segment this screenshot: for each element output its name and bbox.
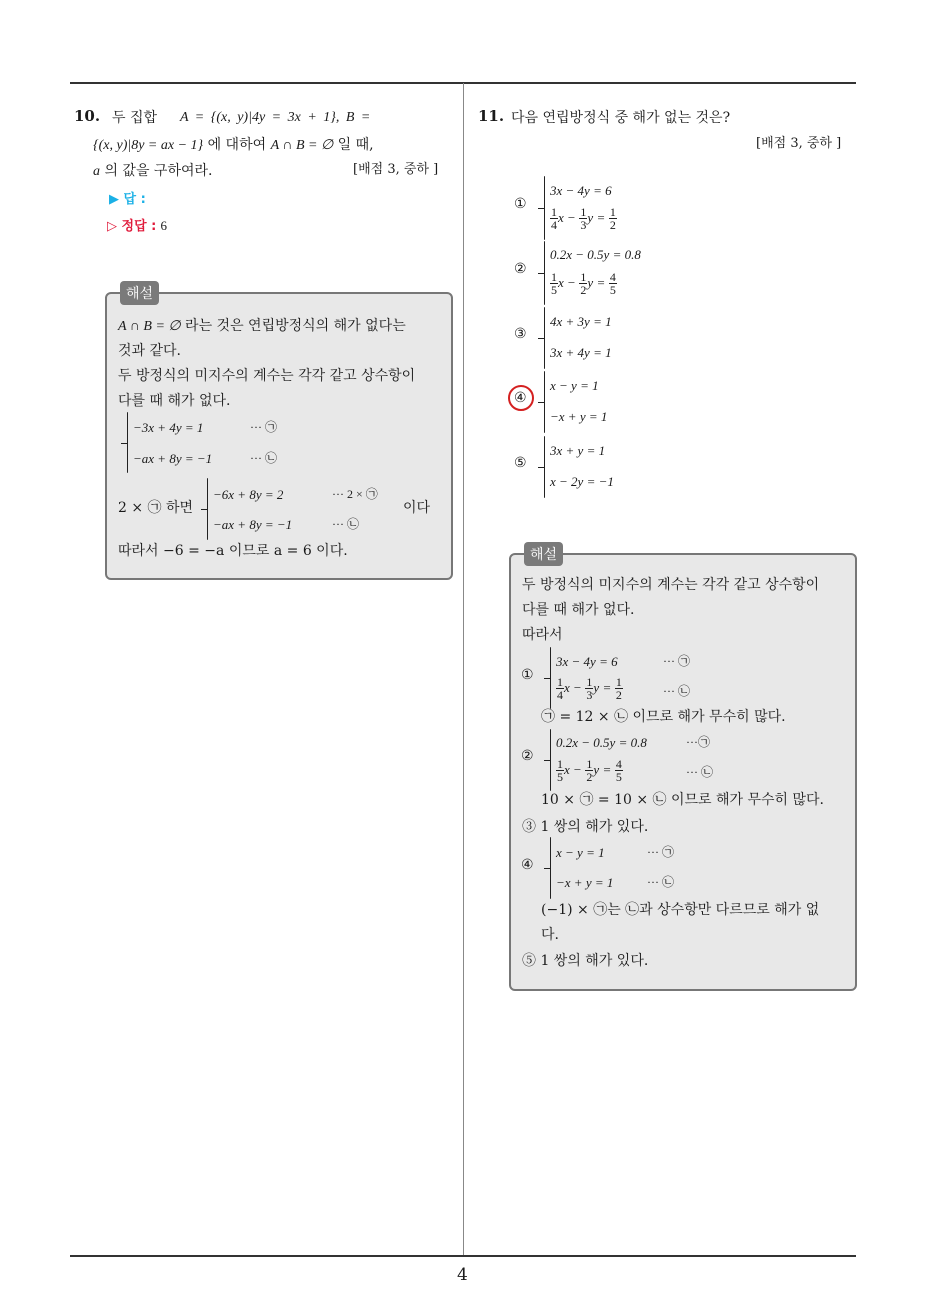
system-brace (207, 478, 208, 540)
system-brace (550, 837, 551, 899)
solution-box (105, 292, 453, 580)
system-equation: −ax + 8y = −1 (133, 451, 213, 466)
solution-line: 따라서 −6 = −a 이므로 a = 6 이다. (118, 543, 348, 559)
choice-label: ④ (521, 858, 534, 873)
equation-tag: ··· ㉡ (250, 451, 277, 465)
solution-line: ㉠ = 12 × ㉡ 이므로 해가 무수히 많다. (541, 709, 786, 725)
system-equation: −ax + 8y = −1 (213, 517, 293, 532)
equation-tag: ···㉠ (686, 735, 710, 749)
solution-line: 2 × ㉠ 하면 (118, 500, 194, 516)
score-label: [배점 3, 중하 ] (353, 162, 439, 177)
answer-label: ▶ 답 : (109, 192, 146, 207)
system-equation: $\frac{1}{4}$ x − $\frac{1}{3}$ y = $\frac{1}{2}$ (551, 205, 616, 232)
equation-tag: ··· ㉠ (647, 845, 674, 859)
solution-line: 다를 때 해가 없다. (522, 602, 635, 618)
question-math: A = {(x, y)|4y = 3x + 1}, B = (180, 110, 371, 125)
correct-answer: ▷ 정답 : 6 (107, 218, 168, 234)
column-divider (463, 83, 464, 1256)
page-number: 4 (457, 1265, 468, 1285)
system-equation: 3x − 4y = 6 (550, 183, 612, 198)
choice-label: ① (514, 197, 527, 212)
system-brace (544, 241, 545, 305)
solution-line: 두 방정식의 미지수의 계수는 각각 같고 상수항이 (522, 577, 820, 593)
system-equation: x − 2y = −1 (550, 474, 614, 489)
system-equation: 3x − 4y = 6 (556, 654, 618, 669)
solution-line: ⑤ 1 쌍의 해가 있다. (522, 953, 649, 969)
system-equation: $\frac{1}{4}$ x − $\frac{1}{3}$ y = $\frac{1}{2}$ (557, 675, 622, 702)
system-equation: x − y = 1 (556, 845, 605, 860)
question-text: {(x, y)|8y = ax − 1} 에 대하여 A ∩ B = ∅ 일 때, (93, 137, 374, 153)
choice-label: ② (521, 749, 534, 764)
question-number: 11. (478, 107, 505, 125)
choice-label: ② (514, 262, 527, 277)
solution-line: 다. (541, 927, 559, 943)
equation-tag: ··· ㉡ (663, 684, 690, 698)
bottom-rule (70, 1255, 856, 1257)
solution-line: 두 방정식의 미지수의 계수는 각각 같고 상수항이 (118, 368, 416, 384)
system-equation: $\frac{1}{5}$ x − $\frac{1}{2}$ y = $\frac{4}{5}$ (551, 270, 616, 297)
score-label: [배점 3, 중하 ] (756, 136, 842, 151)
solution-line: ③ 1 쌍의 해가 있다. (522, 819, 649, 835)
equation-tag: ··· 2 × ㉠ (332, 487, 378, 501)
solution-tag: 해설 (120, 281, 159, 305)
system-equation: −x + y = 1 (556, 875, 614, 890)
system-brace (127, 412, 128, 473)
question-text: 두 집합 (112, 110, 158, 126)
solution-line: A ∩ B = ∅ 라는 것은 연립방정식의 해가 없다는 (118, 318, 406, 334)
system-equation: −6x + 8y = 2 (213, 487, 284, 502)
system-equation: −x + y = 1 (550, 409, 608, 424)
choice-label: ① (521, 668, 534, 683)
system-equation: 3x + y = 1 (550, 443, 606, 458)
system-brace (550, 647, 551, 709)
system-equation: x − y = 1 (550, 378, 599, 393)
system-brace (544, 176, 545, 240)
system-equation: 0.2x − 0.5y = 0.8 (556, 735, 647, 750)
system-brace (544, 307, 545, 369)
equation-tag: ··· ㉡ (647, 875, 674, 889)
solution-tag: 해설 (524, 542, 563, 566)
system-equation: 3x + 4y = 1 (550, 345, 612, 360)
system-equation: 0.2x − 0.5y = 0.8 (550, 247, 641, 262)
system-brace (544, 371, 545, 433)
system-brace (550, 729, 551, 791)
system-brace (544, 436, 545, 498)
solution-line: 따라서 (522, 627, 563, 643)
question-number: 10. (74, 107, 101, 125)
system-equation: $\frac{1}{5}$ x − $\frac{1}{2}$ y = $\frac{4}{5}$ (557, 757, 622, 784)
equation-tag: ··· ㉠ (250, 420, 277, 434)
choice-label: ③ (514, 327, 527, 342)
solution-line: 이다 (403, 500, 431, 516)
equation-tag: ··· ㉠ (663, 654, 690, 668)
solution-line: 것과 같다. (118, 343, 181, 359)
system-equation: −3x + 4y = 1 (133, 420, 204, 435)
equation-tag: ··· ㉡ (686, 765, 713, 779)
solution-line: 다를 때 해가 없다. (118, 393, 231, 409)
equation-tag: ··· ㉡ (332, 517, 359, 531)
solution-line: 10 × ㉠ = 10 × ㉡ 이므로 해가 무수히 많다. (541, 792, 825, 808)
choice-label: ④ (514, 391, 527, 406)
question-text: a 의 값을 구하여라. (93, 163, 213, 179)
question-text: 다음 연립방정식 중 해가 없는 것은? (511, 110, 731, 126)
solution-line: (−1) × ㉠는 ㉡과 상수항만 다르므로 해가 없 (541, 902, 820, 918)
system-equation: 4x + 3y = 1 (550, 314, 612, 329)
choice-label: ⑤ (514, 456, 527, 471)
